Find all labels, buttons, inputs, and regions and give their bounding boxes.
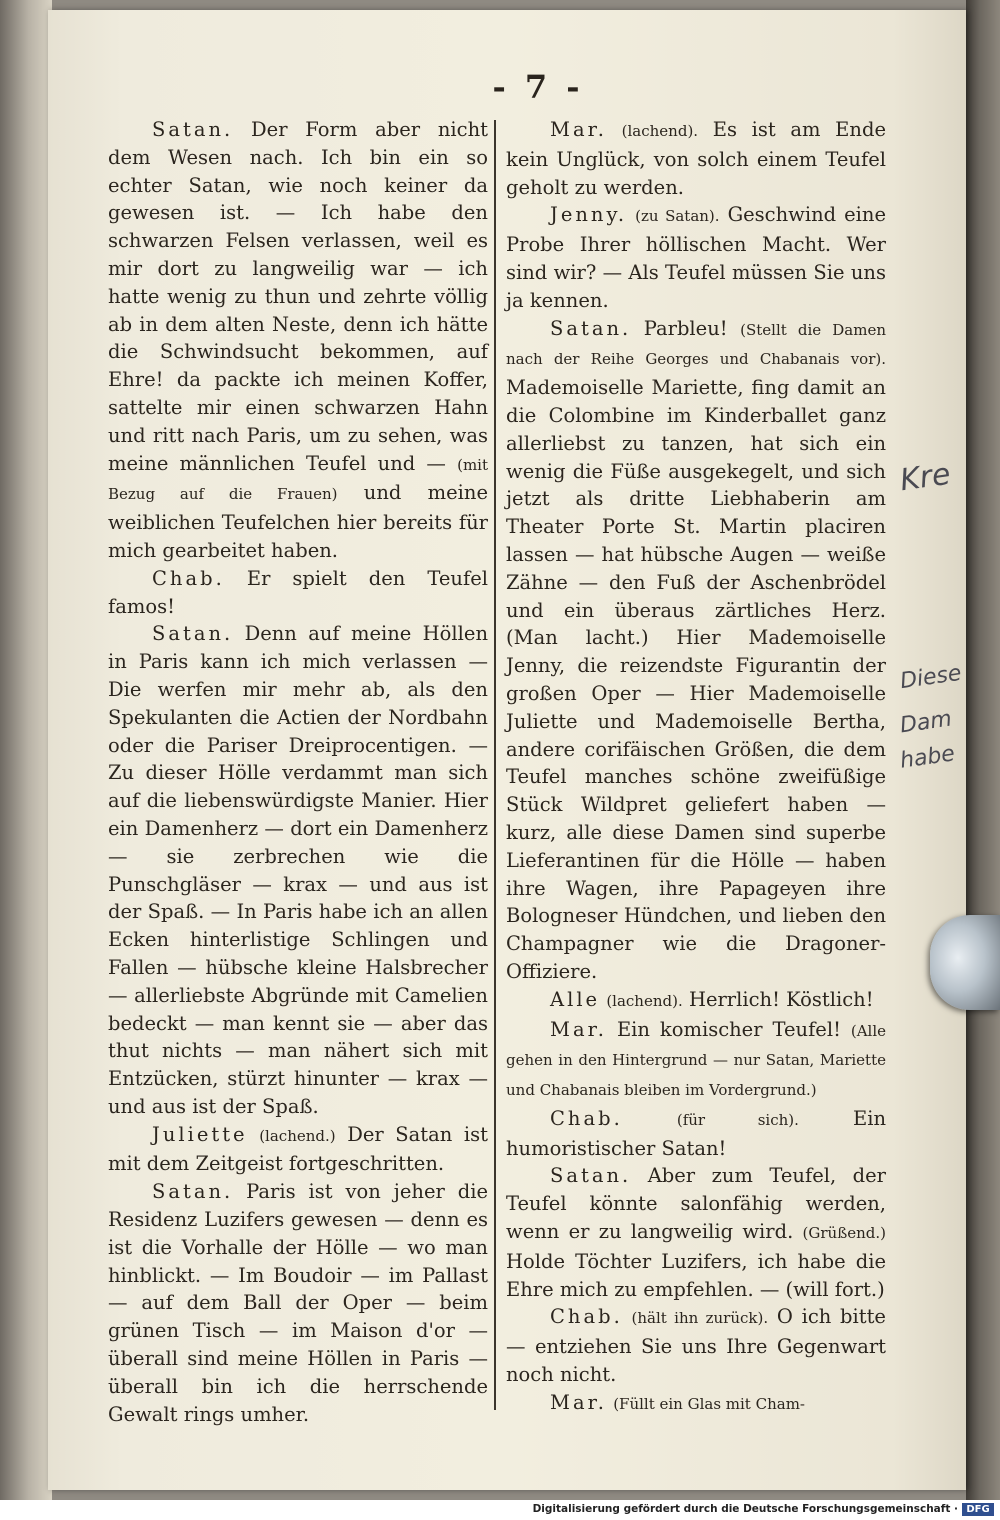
dialogue-text: Denn auf meine Höllen in Paris kann ich mich verlassen — Die werfen mir mehr ab, als den Spekulanten die Actien der Nordbahn oder die Pariser Dreiprocentigen. — Zu dieser Hölle verdammt man sich auf die liebenswürdigste Manier. Hier ein Damenherz — dort ein Damenherz — sie zerbrechen wie die Punschgläser — krax — und aus ist der Spaß. — In Paris habe ich an allen Ecken hinterlistige Schlingen und Fallen — hübsche kleine Halsbrecher — allerliebste Abgründe mit Camelien bedeckt — man kennt sie — aber das thut nichts — man nähert sich mit Entzücken, stürzt hinunter — krax — und aus ist der Spaß.	[108, 622, 488, 1118]
handwritten-margin-note: Kre	[897, 456, 953, 499]
dialogue-text: Der Form aber nicht dem Wesen nach. Ich bin ein so echter Satan, wie noch keiner da gewesen ist. — Ich habe den schwarzen Felsen verlassen, weil es mir dort zu langweilig war — ich hatte wenig zu thun und zehrte völlig ab in dem alten Neste, denn ich hätte die Schwindsucht bekommen, auf Ehre! da packte ich meinen Koffer, sattelte mir einen schwarzen Hahn und ritt nach Paris, um zu sehen, was meine männlichen Teufel und —	[108, 118, 488, 475]
dialogue-paragraph	[506, 1389, 886, 1419]
dialogue-text: Er spielt den Teufel famos!	[108, 566, 488, 618]
dialogue-text: Mademoiselle Mariette, fing damit an die Colombine im Kinderballet ganz allerliebst zu tanzen, hat sich ein wenig die Füße ausgekegelt, und sich jetzt als dritte Liebhaberin am Theater Porte St. Martin placiren lassen — hat hübsche Augen — weiße Zähne — den Fuß der Aschenbrödel und ein überaus zärtliches Herz. (Man lacht.) Hier Mademoiselle Jenny, die reizendste Figurantin der großen Oper — Hier Mademoiselle Juliette und Mademoiselle Bertha, andere corifäischen Größen, die dem Teufel manches schöne zweifüßige Stück Wildpret geliefert haben — kurz, alle diese Damen sind superbe Lieferantinen für die Hölle — haben ihre Wagen, ihre Papageyen ihre Bologneser Hündchen, und lieben den Champagner wie die Dragoner-Offiziere.	[506, 376, 886, 983]
speaker-name: Chab.	[152, 566, 225, 590]
dialogue-paragraph	[506, 1162, 886, 1303]
right-column	[506, 116, 886, 1419]
dialogue-text: Paris ist von jeher die Residenz Luzifers gewesen — denn es ist die Vorhalle der Hölle — wo man hinblickt. — Im Boudoir — im Pallast — auf dem Ball der Oper — beim grünen Tisch — im Maison d'or — überall sind meine Höllen in Paris — überall bin ich die herrschende Gewalt rings umher.	[108, 1180, 488, 1426]
stage-direction: (für sich).	[676, 1110, 799, 1129]
speaker-name: Satan.	[550, 1164, 632, 1188]
dialogue-text: Der Satan ist mit dem Zeitgeist fortgeschritten.	[108, 1122, 488, 1176]
speaker-name: Mar.	[550, 1390, 607, 1414]
dialogue-text: Holde Töchter Luzifers, ich habe die Ehre mich zu empfehlen. — (will fort.)	[506, 1249, 886, 1301]
handwritten-margin-note: Dam	[898, 706, 954, 739]
page-number: - 7 -	[492, 68, 584, 106]
speaker-name: Mar.	[550, 118, 607, 141]
dialogue-paragraph	[506, 1105, 886, 1163]
speaker-name: Mar.	[550, 1017, 607, 1041]
dialogue-text: und meine weiblichen Teufelchen hier bereits für mich gearbeitet haben.	[108, 481, 488, 562]
column-divider	[494, 120, 496, 1410]
stage-direction: (Grüßend.)	[802, 1224, 886, 1243]
stage-direction: (lachend).	[621, 122, 699, 140]
page-clip-thumb	[930, 915, 1000, 1010]
dialogue-text: Aber zum Teufel, der Teufel könnte salonfähig werden, wenn er zu langweilig wird.	[506, 1164, 886, 1244]
stage-direction: (Füllt ein Glas mit Cham-	[613, 1394, 805, 1413]
stage-direction: (lachend.)	[259, 1126, 336, 1145]
speaker-name: Juliette	[152, 1122, 248, 1146]
dialogue-text: Ein komischer Teufel!	[616, 1017, 841, 1041]
book-edge	[966, 0, 1000, 1500]
dialogue-text: Parbleu!	[643, 316, 728, 340]
dialogue-paragraph	[506, 201, 886, 314]
stage-direction: (Alle gehen in den Hintergrund — nur Satan, Mariette und Chabanais bleiben im Vordergrund.)	[506, 1021, 887, 1100]
stage-direction: (zu Satan).	[635, 207, 720, 226]
dialogue-paragraph	[108, 1178, 488, 1428]
dialogue-paragraph	[506, 986, 886, 1016]
dialogue-text: Es ist am Ende kein Unglück, von solch einem Teufel geholt zu werden.	[506, 118, 886, 199]
dialogue-paragraph	[506, 315, 886, 986]
speaker-name: Satan.	[152, 118, 234, 141]
dialogue-paragraph	[108, 1121, 488, 1179]
left-column	[108, 116, 488, 1428]
speaker-name: Jenny.	[550, 203, 628, 227]
speaker-name: Satan.	[550, 316, 632, 340]
dialogue-paragraph	[108, 565, 488, 621]
footer-bar	[0, 1500, 1000, 1520]
speaker-name: Chab.	[550, 1305, 623, 1329]
speaker-name: Satan.	[152, 1180, 234, 1204]
speaker-name: Chab.	[550, 1106, 623, 1130]
dialogue-paragraph	[506, 116, 886, 201]
stage-direction: (Stellt die Damen nach der Reihe Georges und Chabanais vor).	[506, 320, 886, 369]
dfg-logo: DFG	[962, 1503, 994, 1516]
dialogue-text: Geschwind eine Probe Ihrer höllischen Macht. Wer sind wir? — Als Teufel müssen Sie uns ja kennen.	[506, 203, 887, 312]
dialogue-text: O ich bitte — entziehen Sie uns Ihre Gegenwart noch nicht.	[506, 1305, 886, 1387]
book-gutter	[0, 0, 52, 1500]
dialogue-paragraph	[506, 1303, 886, 1388]
dialogue-text: Ein humoristischer Satan!	[506, 1106, 886, 1160]
dialogue-text: Herrlich! Köstlich!	[688, 987, 874, 1011]
handwritten-margin-note: Diese	[898, 660, 964, 695]
handwritten-margin-note: habe	[898, 741, 957, 774]
speaker-name: Satan.	[152, 622, 234, 646]
dialogue-paragraph	[506, 1016, 886, 1105]
dialogue-paragraph	[108, 620, 488, 1120]
funding-credit: Digitalisierung gefördert durch die Deutsche Forschungsgemeinschaft ·	[532, 1503, 958, 1515]
dialogue-paragraph	[108, 116, 488, 565]
speaker-name: Alle	[550, 987, 601, 1011]
stage-direction: (mit Bezug auf die Frauen)	[108, 455, 488, 504]
stage-direction: (lachend).	[606, 991, 683, 1010]
stage-direction: (hält ihn zurück).	[631, 1309, 769, 1328]
